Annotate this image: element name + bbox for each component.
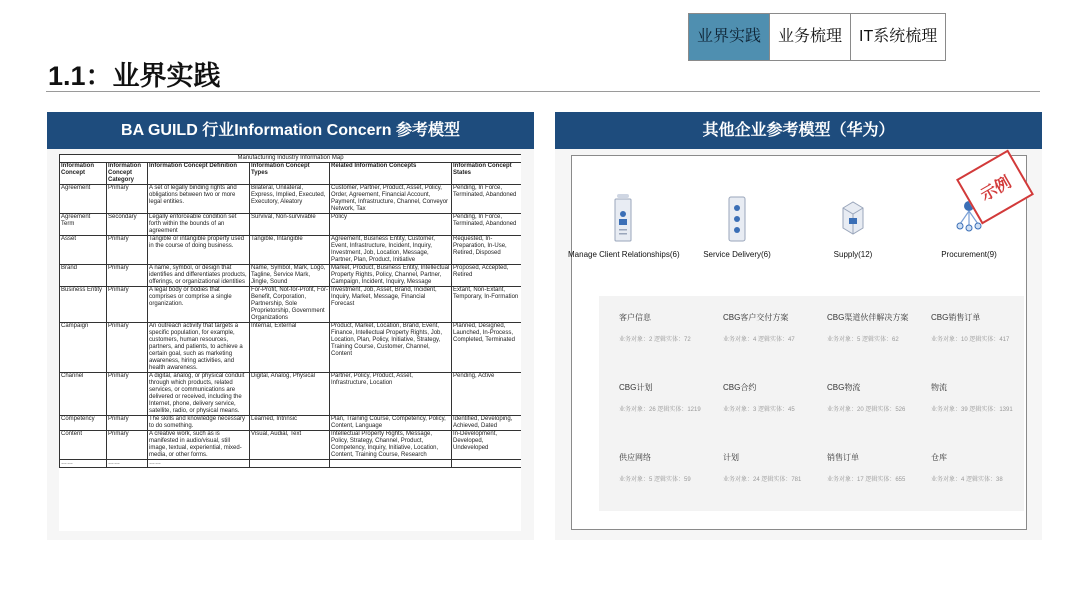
information-map-table-container <box>59 154 521 531</box>
business-object-name: 仓库 <box>931 453 947 462</box>
table-cell: Tangible, Intangible <box>250 236 330 265</box>
table-caption: Manufacturing Industry Information Map <box>60 155 522 163</box>
category-row <box>568 194 1026 274</box>
table-cell: Proposed, Accepted, Retired <box>452 265 522 287</box>
table-cell <box>250 460 330 468</box>
business-object-grid <box>599 296 1024 511</box>
table-cell: Survival, Non-survivable <box>250 214 330 236</box>
business-object-item[interactable] <box>619 312 724 343</box>
table-cell: Name, Symbol, Mark, Logo, Tagline, Service Mark, Jingle, Sound <box>250 265 330 287</box>
business-object-item[interactable] <box>619 452 724 483</box>
table-row <box>60 323 522 373</box>
table-cell: Digital, Analog, Physical <box>250 373 330 416</box>
business-object-item[interactable] <box>619 382 724 413</box>
table-cell: Requested, In-Preparation, In-Use, Retired, Disposed <box>452 236 522 265</box>
table-row <box>60 287 522 323</box>
table-cell: Agreement Term <box>60 214 107 236</box>
category-label: Manage Client Relationships(6) <box>568 250 680 259</box>
table-cell: Tangible or intangible property used in the course of doing business. <box>148 236 250 265</box>
table-body <box>60 185 522 468</box>
business-object-item[interactable] <box>827 382 932 413</box>
table-cell: Partner, Policy, Product, Asset, Infrastructure, Location <box>330 373 452 416</box>
category-label: Service Delivery(6) <box>703 250 771 259</box>
table-cell: …… <box>60 460 107 468</box>
business-object-name: CBG物流 <box>827 383 861 392</box>
table-row <box>60 236 522 265</box>
tab-it-system-review[interactable]: IT系统梳理 <box>851 14 945 60</box>
business-object-stats: 业务对象：26 逻辑实体：1219 <box>619 407 701 413</box>
huawei-panel <box>555 112 1042 540</box>
business-object-name: 计划 <box>723 453 739 462</box>
table-cell: Primary <box>107 416 148 431</box>
table-cell: A name, symbol, or design that identifies and differentiates products, offerings, or organizational identities <box>148 265 250 287</box>
table-cell: Pending, Active <box>452 373 522 416</box>
client-relationship-icon <box>612 194 634 244</box>
table-cell: For-Profit, Not-for-Profit, For-Benefit, Corporation, Partnership, Sole Proprietorship, Government Organizations <box>251 287 329 321</box>
business-object-stats: 业务对象：10 逻辑实体：417 <box>931 337 1010 343</box>
table-cell: Channel <box>60 373 107 416</box>
page-title: 1.1：业界实践 <box>48 61 221 91</box>
business-object-item[interactable] <box>931 452 1036 483</box>
business-object-stats: 业务对象：4 逻辑实体：38 <box>931 477 1003 483</box>
table-cell: Visual, Audial, Text <box>250 431 330 460</box>
table-cell: Secondary <box>107 214 148 236</box>
table-cell: Legally enforceable condition set forth within the bounds of an agreement <box>148 214 250 236</box>
table-row <box>60 460 522 468</box>
business-object-stats: 业务对象：17 逻辑实体：655 <box>827 477 906 483</box>
column-header: Information Concept Definition <box>148 163 250 185</box>
table-cell: Internal, External <box>250 323 330 373</box>
table-cell: Bilateral, Unilateral, Express, Implied, Executed, Executory, Aleatory <box>250 185 330 214</box>
table-row <box>60 265 522 287</box>
table-cell: A set of legally binding rights and obligations between two or more legal entities. <box>148 185 250 214</box>
business-object-stats: 业务对象：5 逻辑实体：62 <box>827 337 899 343</box>
table-row <box>60 185 522 214</box>
table-cell: A digital, analog, or physical conduit through which products, related services, or communications are delivered or received, including the Internet, phone, delivery service, satellite, radio, or physical means. <box>148 373 250 416</box>
table-row <box>60 373 522 416</box>
business-object-stats: 业务对象：4 逻辑实体：47 <box>723 337 795 343</box>
column-header: Related Information Concepts <box>330 163 452 185</box>
table-cell: Asset <box>60 236 107 265</box>
business-object-stats: 业务对象：24 逻辑实体：781 <box>723 477 802 483</box>
table-cell: Primary <box>107 287 148 323</box>
supply-icon <box>840 194 866 244</box>
table-cell: Product, Market, Location, Brand, Event, Finance, Intellectual Property Rights, Job, Location, Plan, Policy, Initiative, Strategy, Training Course, Customer, Channel, Content <box>330 323 452 373</box>
business-object-name: 销售订单 <box>827 453 859 462</box>
table-cell: Business Entity <box>60 287 107 323</box>
table-cell: An outreach activity that targets a specific population, for example, customers, human resources, partners, and patients, to achieve a certain goal, such as marketing awareness, hiring activities, and health awareness. <box>148 323 250 373</box>
table-cell: Market, Product, Business Entity, Intellectual Property Rights, Policy, Channel, Partner, Campaign, Incident, Inquiry, Message <box>330 265 452 287</box>
business-object-item[interactable] <box>827 312 932 343</box>
huawei-model-card <box>568 155 1027 530</box>
table-cell: Learned, Intrinsic <box>250 416 330 431</box>
table-cell: Campaign <box>60 323 107 373</box>
service-delivery-icon <box>726 194 748 244</box>
table-row <box>60 416 522 431</box>
table-cell: The skills and knowledge necessary to do something. <box>148 416 250 431</box>
table-cell: Agreement <box>60 185 107 214</box>
business-object-name: CBG客户交付方案 <box>723 313 789 322</box>
category-service-delivery[interactable] <box>682 194 792 259</box>
business-object-item[interactable] <box>723 312 828 343</box>
category-label: Procurement(9) <box>941 250 997 259</box>
huawei-panel-title: 其他企业参考模型（华为） <box>555 112 1042 149</box>
business-object-name: 物流 <box>931 383 947 392</box>
business-object-name: CBG销售订单 <box>931 313 981 322</box>
business-object-item[interactable] <box>827 452 932 483</box>
table-cell: Policy <box>330 214 452 236</box>
business-object-stats: 业务对象：39 逻辑实体：1391 <box>931 407 1013 413</box>
table-cell: Pending, In Force, Terminated, Abandoned <box>452 185 522 214</box>
table-cell: Extant, Non-Extant, Temporary, In-Formation <box>452 287 522 323</box>
table-cell: Planned, Designed, Launched, In-Process, Completed, Terminated <box>452 323 522 373</box>
table-cell: Primary <box>107 323 148 373</box>
table-cell: Plan, Training Course, Competency, Policy, Content, Language <box>330 416 452 431</box>
table-cell: Customer, Partner, Product, Asset, Policy, Order, Agreement, Financial Account, Payment, Infrastructure, Channel, Conveyor Network, Tax <box>330 185 452 214</box>
business-object-name: CBG渠道伙伴解决方案 <box>827 313 909 322</box>
tab-business-review[interactable]: 业务梳理 <box>770 14 851 60</box>
business-object-item[interactable] <box>931 312 1036 343</box>
category-label: Supply(12) <box>833 250 873 259</box>
column-header: Information Concept <box>60 163 107 185</box>
table-cell: Primary <box>107 373 148 416</box>
table-cell: Primary <box>107 265 148 287</box>
table-cell: In-Development, Developed, Undeveloped <box>452 431 522 460</box>
table-cell: Investment, Job, Asset, Brand, Incident, Inquiry, Market, Message, Financial Forecast <box>330 287 452 323</box>
table-cell: Brand <box>60 265 107 287</box>
business-object-name: CBG计划 <box>619 383 653 392</box>
ba-guild-panel <box>47 112 534 540</box>
business-object-item[interactable] <box>723 382 828 413</box>
category-client-relationships[interactable] <box>568 194 678 259</box>
business-object-item[interactable] <box>931 382 1036 413</box>
table-cell: …… <box>148 460 250 468</box>
table-cell: Intellectual Property Rights, Message, Policy, Strategy, Channel, Product, Competency, Inquiry, Initiative, Location, Content, Training Course, Research <box>330 431 452 460</box>
table-cell: Agreement, Business Entity, Customer, Event, Infrastructure, Incident, Inquiry, Investment, Job, Location, Message, Partner, Plan, Product, Initiative <box>330 236 452 265</box>
business-object-stats: 业务对象：3 逻辑实体：45 <box>723 407 795 413</box>
business-object-stats: 业务对象：20 逻辑实体：526 <box>827 407 906 413</box>
table-row <box>60 214 522 236</box>
business-object-name: 客户信息 <box>619 313 651 322</box>
table-cell: Primary <box>107 185 148 214</box>
table-cell <box>452 460 522 468</box>
column-header: Information Concept States <box>452 163 522 185</box>
column-header: Information Concept Category <box>107 163 148 185</box>
table-row <box>60 431 522 460</box>
table-cell: Pending, In Force, Terminated, Abandoned <box>452 214 522 236</box>
ba-guild-panel-title: BA GUILD 行业Information Concern 参考模型 <box>47 112 534 149</box>
table-cell: A legal body or bodies that comprises or comprise a single organization. <box>148 287 250 323</box>
business-object-item[interactable] <box>723 452 828 483</box>
business-object-name: CBG合约 <box>723 383 757 392</box>
section-tabs <box>688 13 946 61</box>
information-map-table <box>59 154 521 468</box>
table-cell: Content <box>60 431 107 460</box>
category-supply[interactable] <box>798 194 908 259</box>
business-object-stats: 业务对象：5 逻辑实体：59 <box>619 477 691 483</box>
column-header: Information Concept Types <box>250 163 330 185</box>
table-cell: Primary <box>107 236 148 265</box>
table-cell <box>330 460 452 468</box>
table-header-row <box>60 163 522 185</box>
title-divider <box>46 91 1040 92</box>
business-object-name: 供应网络 <box>619 453 651 462</box>
example-stamp: 示例 <box>956 149 1034 224</box>
table-cell: A creative work, such as is manifested in audio/visual, still image, textual, experiential, mixed-media, or other forms. <box>148 431 250 460</box>
table-cell: Identified, Developing, Achieved, Dated <box>452 416 522 431</box>
table-cell: …… <box>107 460 148 468</box>
business-object-stats: 业务对象：2 逻辑实体：72 <box>619 337 691 343</box>
table-cell: Primary <box>107 431 148 460</box>
table-cell: Competency <box>60 416 107 431</box>
tab-industry-practice[interactable]: 业界实践 <box>689 14 770 60</box>
